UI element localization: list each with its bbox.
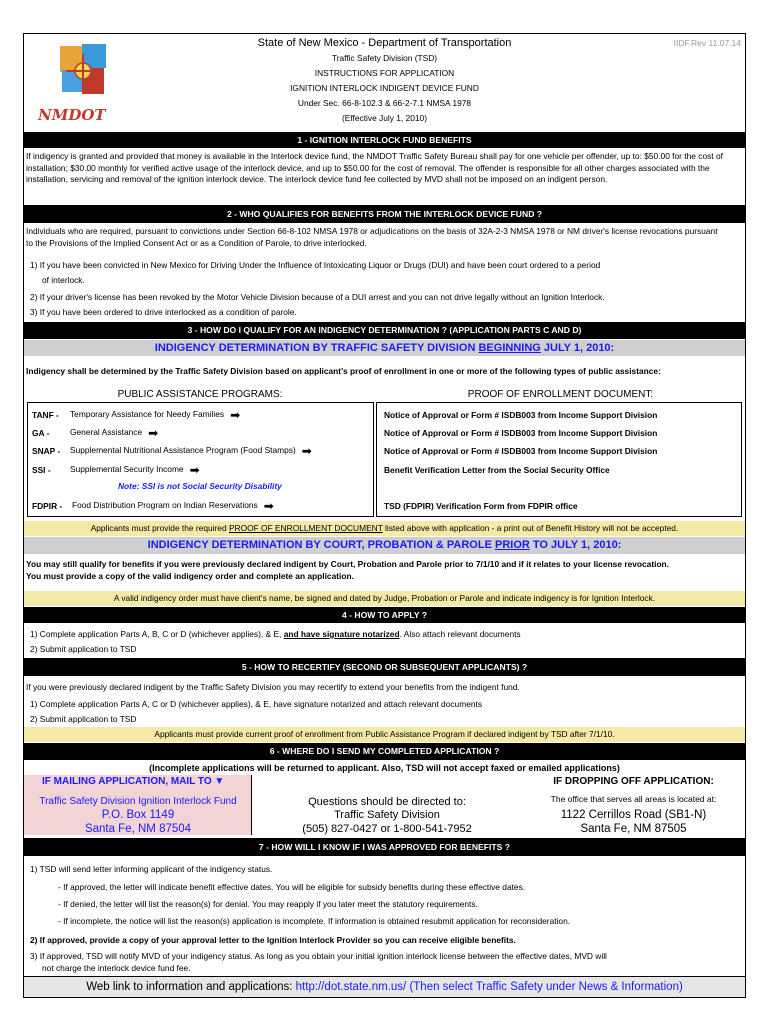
section-4-item-1-pre: 1) Complete application Parts A, B, C or D (whichever applies), & E, <box>30 629 284 639</box>
program-code-fdpir: FDPIR - <box>32 501 63 511</box>
section-7-item-3: 3) If approved, TSD will notify MVD of your indigency status. As long as you obtain your initial ignition interlock license between the effective dates, MVD will <box>30 951 607 961</box>
section-5-item-2: 2) Submit application to TSD <box>30 714 137 724</box>
tsd-determination-banner <box>24 340 745 356</box>
drop-off-city: Santa Fe, NM 87505 <box>580 823 687 835</box>
fund-title: IGNITION INTERLOCK INDIGENT DEVICE FUND <box>290 83 479 93</box>
program-doc-ga: Notice of Approval or Form # ISDB003 from Income Support Division <box>384 428 658 438</box>
section-6-subtitle: (Incomplete applications will be returned to applicant. Also, TSD will not accept faxed or emailed applications) <box>149 763 620 773</box>
court-banner-underlined: PRIOR <box>494 539 530 551</box>
program-code-snap: SNAP - <box>32 446 61 456</box>
section-6-header: 6 - WHERE DO I SEND MY COMPLETED APPLICATION ? <box>24 743 745 760</box>
program-doc-ssi: Benefit Verification Letter from the Social Security Office <box>384 465 610 475</box>
mailing-address-1: Traffic Safety Division Ignition Interlock Fund <box>39 796 237 807</box>
footer-link-pre: Web link to information and applications: <box>86 981 296 993</box>
section-2-intro: Individuals who are required, pursuant to convictions under Section 66-8-102 NMSA 1978 or adjudications on the basis of 32A-2-3 NMSA 1978 or NM driver's license revocations pursuant to the Provisions of the Implied Consent Act or as a Condition of Parole, to drive interlocked. <box>26 226 718 248</box>
questions-line-1: Questions should be directed to: <box>308 796 466 808</box>
program-doc-tanf: Notice of Approval or Form # ISDB003 from Income Support Division <box>384 410 658 420</box>
court-line-1: You may still qualify for benefits if you were previously declared indigent by Court, Probation and Parole prior to 7/1/10 and if it relates to your license revocation. <box>26 559 670 569</box>
section-4-item-1-bold: and have signature notarized <box>283 629 400 639</box>
section-7-item-3-cont: not charge the interlock device fund fee. <box>42 963 191 973</box>
agency-title: State of New Mexico - Department of Transportation <box>257 37 512 49</box>
application-instructions-form <box>23 33 746 998</box>
program-name-ga-label: General Assistance <box>70 427 143 437</box>
section-3-header: 3 - HOW DO I QUALIFY FOR AN INDIGENCY DETERMINATION ? (APPLICATION PARTS C AND D) <box>24 322 745 339</box>
section-7-sub-2: - If denied, the letter will list the reason(s) for denial. You may reapply if you later meet the statutory requirements. <box>58 899 478 909</box>
public-assistance-header: PUBLIC ASSISTANCE PROGRAMS: <box>117 389 283 400</box>
section-5-header: 5 - HOW TO RECERTIFY (SECOND OR SUBSEQUENT APPLICANTS) ? <box>24 658 745 676</box>
arrow-right-icon: ➡ <box>301 443 312 458</box>
program-code-ssi: SSI - <box>32 465 51 475</box>
arrow-right-icon: ➡ <box>148 425 159 440</box>
statute-title: Under Sec. 66-8-102.3 & 66-2-7.1 NMSA 1978 <box>297 98 472 108</box>
tsd-determination-statement: Indigency shall be determined by the Traffic Safety Division based on applicant's proof of enrollment in one or more of the following types of public assistance: <box>26 366 661 376</box>
ssi-note: Note: SSI is not Social Security Disability <box>118 481 282 491</box>
court-banner-post: TO JULY 1, 2010: <box>529 539 622 551</box>
section-7-item-1: 1) TSD will send letter informing applicant of the indigency status. <box>30 864 273 874</box>
proof-notice-underlined: PROOF OF ENROLLMENT DOCUMENT <box>228 523 383 533</box>
arrow-right-icon: ➡ <box>263 498 274 513</box>
section-5-intro: If you were previously declared indigent by the Traffic Safety Division you may recertify to extend your benefits from the indigent fund. <box>26 682 520 692</box>
proof-of-enrollment-header: PROOF OF ENROLLMENT DOCUMENT: <box>467 389 654 400</box>
mailing-address-3: Santa Fe, NM 87504 <box>84 823 192 835</box>
program-name-ssi-label: Supplemental Security Income <box>70 464 184 474</box>
program-name-fdpir-label: Food Distribution Program on Indian Reservations <box>72 500 258 510</box>
court-banner-pre: INDIGENCY DETERMINATION BY COURT, PROBATION & PAROLE <box>147 539 495 551</box>
program-name-ssi <box>70 464 200 475</box>
section-4-item-1-post: . Also attach relevant documents <box>399 629 521 639</box>
proof-notice-post: listed above with application - a print out of Benefit History will not be accepted. <box>382 523 679 533</box>
questions-phone: (505) 827-0427 or 1-800-541-7952 <box>302 823 472 835</box>
drop-off-address: 1122 Cerrillos Road (SB1-N) <box>560 809 707 821</box>
footer-web-link[interactable]: http://dot.state.nm.us/ <box>295 981 407 993</box>
program-name-fdpir <box>72 500 274 511</box>
logo-text: NMDOT <box>38 106 106 124</box>
section-7-item-2: 2) If approved, provide a copy of your approval letter to the Ignition Interlock Provider so you can receive eligible benefits. <box>30 935 516 945</box>
section-2-item-3: 3) If you have been ordered to drive interlocked as a condition of parole. <box>30 307 297 317</box>
section-2-item-1-cont: of interlock. <box>42 275 85 285</box>
tsd-banner-underlined: BEGINNING <box>478 342 541 354</box>
questions-line-2: Traffic Safety Division <box>334 809 440 821</box>
section-2-item-1: 1) If you have been convicted in New Mexico for Driving Under the Influence of Intoxicating Liquor or Drugs (DUI) and have been court ordered to a period <box>30 260 601 270</box>
section-7-header: 7 - HOW WILL I KNOW IF I WAS APPROVED FOR BENEFITS ? <box>24 838 745 856</box>
section-1-header: 1 - IGNITION INTERLOCK FUND BENEFITS <box>24 132 745 148</box>
footer-link-post: (Then select Traffic Safety under News & Information) <box>406 981 683 993</box>
program-code-tanf: TANF - <box>32 410 59 420</box>
drop-off-line-1: The office that serves all areas is located at: <box>550 794 717 804</box>
proof-notice-pre: Applicants must provide the required <box>90 523 229 533</box>
section-4-item-1 <box>30 629 744 640</box>
program-doc-fdpir: TSD (FDPIR) Verification Form from FDPIR office <box>384 501 578 511</box>
section-4-item-2: 2) Submit application to TSD <box>30 644 137 654</box>
revision-label: IIDF.Rev 11.07.14 <box>673 38 741 48</box>
section-2-item-2: 2) If your driver's license has been revoked by the Motor Vehicle Division because of a DUI arrest and you can not drive legally without an Ignition Interlock. <box>30 292 605 302</box>
recertify-notice: Applicants must provide current proof of enrollment from Public Assistance Program if declared indigent by TSD after 7/1/10. <box>24 727 745 742</box>
program-name-snap-label: Supplemental Nutritional Assistance Program (Food Stamps) <box>70 445 296 455</box>
tsd-banner-post: JULY 1, 2010: <box>540 342 615 354</box>
drop-off-header: IF DROPPING OFF APPLICATION: <box>553 776 714 787</box>
instructions-title: INSTRUCTIONS FOR APPLICATION <box>314 68 455 78</box>
court-order-notice: A valid indigency order must have client's name, be signed and dated by Judge, Probation or Parole and indicate indigency is for Ignition Interlock. <box>24 591 745 606</box>
program-code-ga: GA - <box>32 428 50 438</box>
arrow-right-icon: ➡ <box>189 462 200 477</box>
section-7-sub-1: - If approved, the letter will indicate benefit effective dates. You will be eligible for subsidy benefits during these effective dates. <box>58 882 526 892</box>
mailing-address-2: P.O. Box 1149 <box>101 809 175 821</box>
effective-date: (Effective July 1, 2010) <box>341 113 428 123</box>
tsd-banner-pre: INDIGENCY DETERMINATION BY TRAFFIC SAFETY DIVISION <box>154 342 479 354</box>
section-2-header: 2 - WHO QUALIFIES FOR BENEFITS FROM THE INTERLOCK DEVICE FUND ? <box>24 205 745 223</box>
program-name-ga <box>70 427 158 438</box>
mailing-header: IF MAILING APPLICATION, MAIL TO ▼ <box>42 776 225 787</box>
court-line-2: You must provide a copy of the valid indigency order and complete an application. <box>26 571 354 581</box>
court-determination-banner <box>24 537 745 554</box>
arrow-right-icon: ➡ <box>230 407 241 422</box>
section-4-header: 4 - HOW TO APPLY ? <box>24 607 745 623</box>
section-1-body: If indigency is granted and provided that money is available in the Interlock device fund, the NMDOT Traffic Safety Bureau shall pay for one vehicle per offender, up to: $50.00 for the cost of installation; $30.00 monthly for verified active usage of the interlock device, and up to $50.00 for the cost of removal. The offender is responsible for all other charges associated with the installation, servicing and removal of the ignition interlock device. The interlock device fund fee collected by MVD shall not be imposed on an indigent person. <box>26 151 723 184</box>
program-name-tanf-label: Temporary Assistance for Needy Families <box>70 409 225 419</box>
program-name-snap <box>70 445 312 456</box>
section-5-item-1: 1) Complete application Parts A, C or D (whichever applies), & E, have signature notarized and attach relevant documents <box>30 699 483 709</box>
program-name-tanf <box>70 409 240 420</box>
proof-document-notice <box>24 521 745 536</box>
footer-web-link-bar <box>24 976 745 997</box>
division-title: Traffic Safety Division (TSD) <box>331 53 438 63</box>
section-7-sub-3: - If incomplete, the notice will list the reason(s) application is incomplete. If information is obtained resubmit application for reconsideration. <box>58 916 571 926</box>
program-doc-snap: Notice of Approval or Form # ISDB003 from Income Support Division <box>384 446 658 456</box>
